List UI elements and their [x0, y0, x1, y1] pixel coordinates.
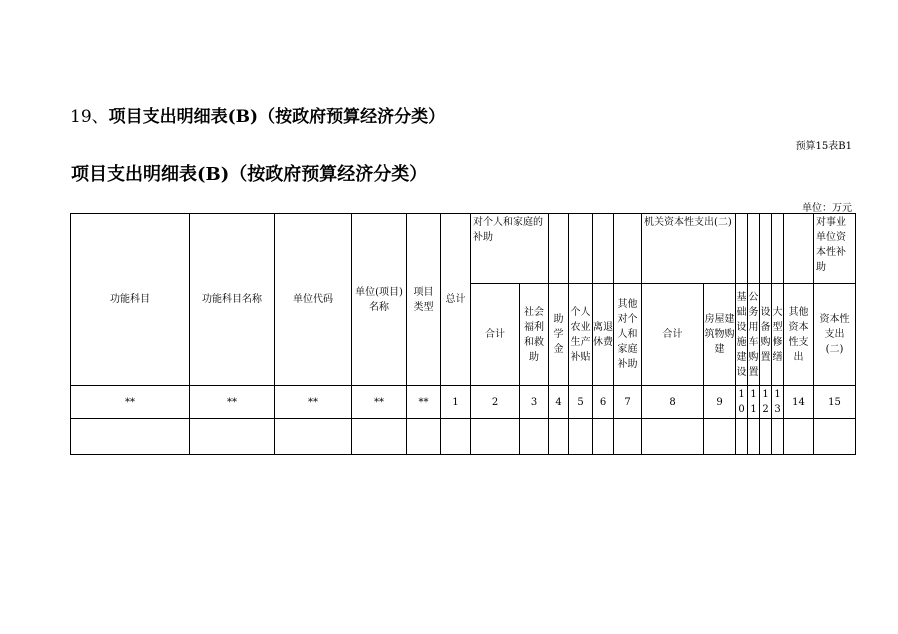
data-cell [190, 419, 275, 455]
code-cell: 14 [784, 386, 814, 419]
header-total: 总计 [441, 214, 471, 386]
header-empty-cell [748, 214, 760, 284]
section-title-text: 项目支出明细表(B)（按政府预算经济分类） [108, 107, 446, 127]
code-cell: ** [71, 386, 190, 419]
data-cell [569, 419, 593, 455]
header-group-enterprise: 对事业单位资本性补助 [814, 214, 856, 284]
code-cell: 2 [471, 386, 520, 419]
code-cell: 9 [704, 386, 736, 419]
budget-detail-table [70, 213, 856, 455]
header-other-personal: 其他对个人和家庭补助 [614, 284, 642, 386]
data-cell [520, 419, 549, 455]
code-cell: 4 [549, 386, 569, 419]
data-cell [549, 419, 569, 455]
header-stipend: 助学金 [549, 284, 569, 386]
data-cell [471, 419, 520, 455]
header-social-welfare: 社会福利和救助 [520, 284, 549, 386]
header-empty-cell [569, 214, 593, 284]
code-row [71, 386, 856, 419]
code-cell: 5 [569, 386, 593, 419]
data-cell [784, 419, 814, 455]
code-cell: 12 [760, 386, 772, 419]
header-building: 房屋建筑物购建 [704, 284, 736, 386]
header-vehicle: 公务用车购置 [748, 284, 760, 386]
data-cell [736, 419, 748, 455]
data-cell [352, 419, 407, 455]
header-group-capital: 机关资本性支出(二) [642, 214, 736, 284]
header-empty-cell [772, 214, 784, 284]
data-cell [814, 419, 856, 455]
table-title: 项目支出明细表(B)（按政府预算经济分类） [71, 164, 428, 185]
section-title [70, 102, 445, 127]
header-capital-subtotal: 合计 [642, 284, 704, 386]
header-subtotal: 合计 [471, 284, 520, 386]
code-cell: ** [275, 386, 352, 419]
header-empty-cell [593, 214, 614, 284]
header-unit-project-name: 单位(项目)名称 [352, 214, 407, 386]
data-cell [71, 419, 190, 455]
header-empty-cell [760, 214, 772, 284]
header-group-personal: 对个人和家庭的补助 [471, 214, 549, 284]
code-cell: 13 [772, 386, 784, 419]
data-cell [593, 419, 614, 455]
data-cell [704, 419, 736, 455]
code-cell: 1 [441, 386, 471, 419]
form-code: 预算15表B1 [795, 141, 852, 152]
code-cell: 11 [748, 386, 760, 419]
code-cell: 6 [593, 386, 614, 419]
header-project-type: 项目类型 [407, 214, 441, 386]
header-empty-cell [549, 214, 569, 284]
data-cell [748, 419, 760, 455]
header-empty-cell [614, 214, 642, 284]
code-cell: 10 [736, 386, 748, 419]
data-cell [760, 419, 772, 455]
code-cell: ** [190, 386, 275, 419]
header-retirement: 离退休费 [593, 284, 614, 386]
header-repair: 大型修缮 [772, 284, 784, 386]
code-cell: 3 [520, 386, 549, 419]
code-cell: ** [352, 386, 407, 419]
data-row [71, 419, 856, 455]
unit-label: 单位：万元 [802, 203, 852, 214]
header-empty-cell [784, 214, 814, 284]
header-func-subject: 功能科目 [71, 214, 190, 386]
code-cell: 7 [614, 386, 642, 419]
header-other-capital: 其他资本性支出 [784, 284, 814, 386]
data-cell [275, 419, 352, 455]
data-cell [407, 419, 441, 455]
data-cell [642, 419, 704, 455]
header-equipment: 设备购置 [760, 284, 772, 386]
code-cell: ** [407, 386, 441, 419]
data-cell [772, 419, 784, 455]
header-enterprise-capital: 资本性支出(二) [814, 284, 856, 386]
code-cell: 15 [814, 386, 856, 419]
code-cell: 8 [642, 386, 704, 419]
section-number: 19、 [70, 107, 109, 127]
data-cell [441, 419, 471, 455]
header-unit-code: 单位代码 [275, 214, 352, 386]
data-cell [614, 419, 642, 455]
header-agri-subsidy: 个人农业生产补贴 [569, 284, 593, 386]
header-func-subject-name: 功能科目名称 [190, 214, 275, 386]
header-empty-cell [736, 214, 748, 284]
header-infrastructure: 基础设施建设 [736, 284, 748, 386]
